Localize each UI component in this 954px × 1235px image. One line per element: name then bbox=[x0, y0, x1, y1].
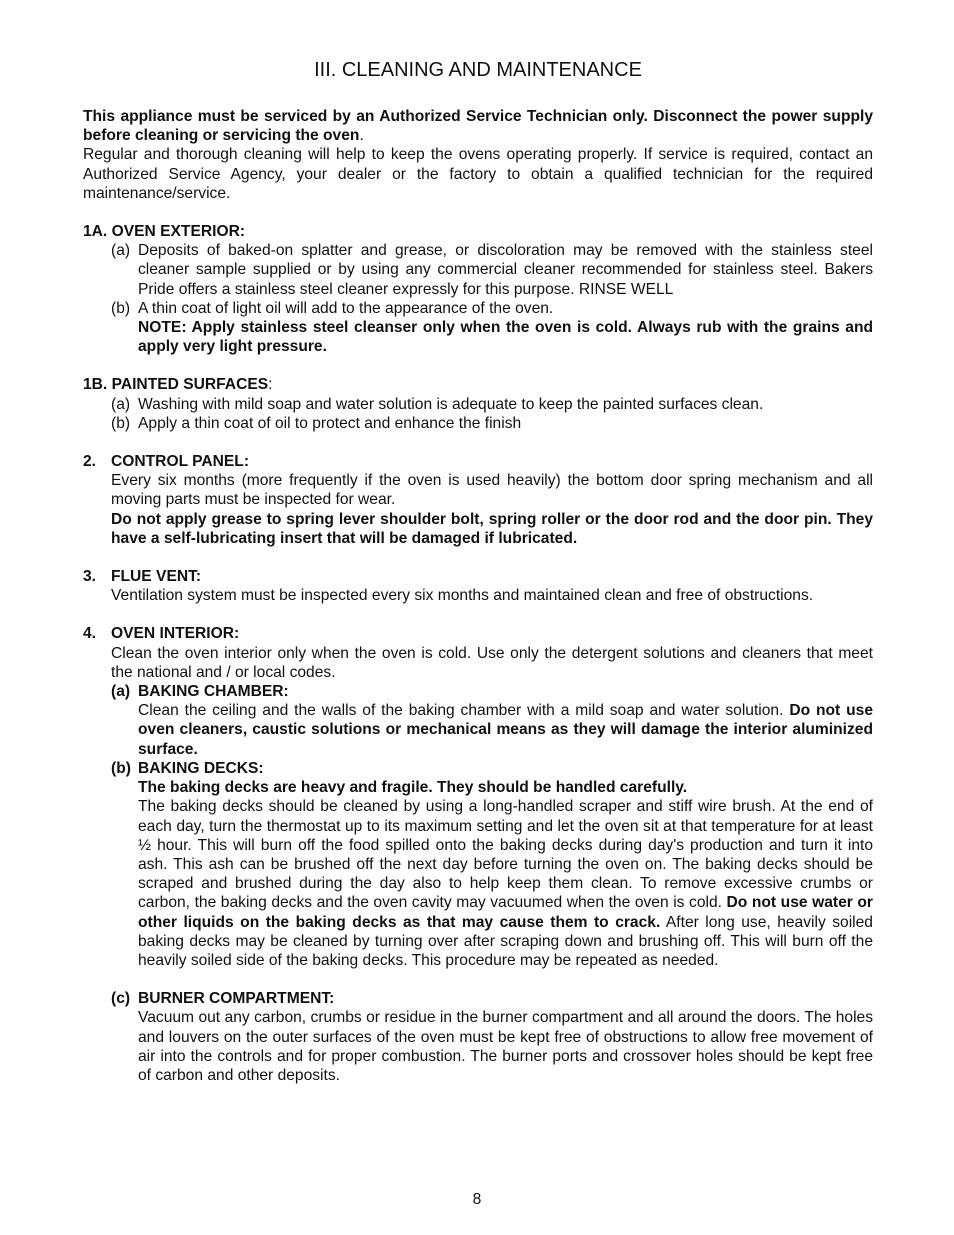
section-3-text: Ventilation system must be inspected every six months and maintained clean and free of obstructions. bbox=[111, 587, 814, 605]
service-warning: This appliance must be serviced by an Authorized Service Technician only. Disconnect the power supply before cleaning or servicing the oven bbox=[83, 108, 873, 145]
subsection-b-heading bbox=[83, 759, 873, 778]
item-label: (a) bbox=[111, 395, 131, 413]
page-number: 8 bbox=[472, 1191, 482, 1208]
section-2-text: Every six months (more frequently if the oven is used heavily) the bottom door spring mechanism and all moving parts must be inspected for wear. bbox=[111, 472, 873, 509]
item-text: Washing with mild soap and water solution is adequate to keep the painted surfaces clean. bbox=[138, 395, 764, 413]
section-1b-heading bbox=[83, 375, 873, 394]
section-3-heading bbox=[83, 567, 873, 586]
page-title: III. CLEANING AND MAINTENANCE bbox=[314, 59, 642, 81]
baking-decks-text: The baking decks should be cleaned by using a long-handled scraper and stiff wire brush. At the end of each day, turn the thermostat up to its maximum setting and let the oven sit at that temperature for at least ½ hour. This will burn off the food spilled onto the baking decks during day's production and turn it into ash. This ash can be brushed off the next day before turning the oven on. The baking decks should be scraped and brushed during the day also to help keep them clean. To remove excessive crumbs or carbon, the baking decks and the oven cavity may vacuumed when the oven is cold. bbox=[138, 798, 873, 912]
section-1a-item-b bbox=[83, 299, 873, 357]
item-text: Deposits of baked-on splatter and grease, or discoloration may be removed with the stainless steel cleaner sample supplied or by using any commercial cleaner recommended for stainless steel. Bakers Pride offers a stainless steel cleaner expressly for this purpose. RINSE WELL bbox=[138, 242, 873, 298]
subsection-b-title: BAKING DECKS: bbox=[138, 759, 264, 777]
subsection-label: (b) bbox=[111, 759, 131, 777]
baking-decks-water-warning: Do not use water or other liquids on the baking decks as that may cause them to crack. bbox=[138, 894, 874, 931]
stainless-note: NOTE: Apply stainless steel cleanser only when the oven is cold. Always rub with the grains and apply very light pressure. bbox=[138, 319, 873, 356]
section-number: 4. bbox=[83, 625, 97, 643]
subsection-c-text: Vacuum out any carbon, crumbs or residue in the burner compartment and all around the doors. The holes and louvers on the outer surfaces of the oven must be kept free of obstructions to allow free movement of air into the controls and for proper combustion. The burner ports and crossover holes should be kept free of carbon and other deposits. bbox=[138, 1009, 873, 1084]
section-1b-item-b bbox=[83, 414, 873, 433]
section-1a-heading bbox=[83, 222, 873, 241]
item-text bbox=[138, 299, 873, 357]
subsection-label: (a) bbox=[111, 683, 131, 701]
section-1a-item-a bbox=[83, 241, 873, 299]
baking-chamber-warning: Do not use oven cleaners, caustic solutions or mechanical means as they will damage the interior aluminized surface. bbox=[138, 702, 873, 758]
section-4-title: OVEN INTERIOR: bbox=[111, 625, 240, 643]
intro-paragraph bbox=[83, 107, 873, 145]
baking-decks-handling-warning: The baking decks are heavy and fragile. They should be handled carefully. bbox=[138, 779, 688, 797]
item-text: Apply a thin coat of oil to protect and enhance the finish bbox=[138, 414, 522, 432]
section-1b-colon: : bbox=[268, 376, 273, 394]
item-label: (b) bbox=[111, 299, 131, 317]
baking-decks-text-continued: After long use, heavily soiled baking decks may be cleaned by turning over after scraping down and brushing off. This will burn off the heavily soiled side of the baking decks. This procedure may be repeated as needed. bbox=[138, 913, 873, 969]
item-label: (a) bbox=[111, 242, 131, 260]
intro-text: Regular and thorough cleaning will help to keep the ovens operating properly. If service is required, contact an Authorized Service Agency, your dealer or the factory to obtain a qualified technician for the required maintenance/service. bbox=[83, 146, 873, 202]
subsection-c-title: BURNER COMPARTMENT: bbox=[138, 990, 335, 1008]
section-1b-item-a bbox=[83, 395, 873, 414]
section-1a-title: 1A. OVEN EXTERIOR: bbox=[83, 223, 246, 241]
service-warning-period: . bbox=[359, 127, 364, 145]
baking-chamber-text: Clean the ceiling and the walls of the baking chamber with a mild soap and water solution. bbox=[138, 702, 790, 720]
subsection-a-text bbox=[83, 701, 873, 759]
subsection-b-text bbox=[83, 797, 873, 970]
section-number: 2. bbox=[83, 453, 97, 471]
manual-page bbox=[83, 58, 873, 1085]
section-4-text: Clean the oven interior only when the oven is cold. Use only the detergent solutions and cleaners that meet the national and / or local codes. bbox=[111, 644, 873, 681]
section-2-title: CONTROL PANEL: bbox=[111, 453, 250, 471]
subsection-label: (c) bbox=[111, 990, 131, 1008]
section-4-heading bbox=[83, 624, 873, 643]
section-2-warning: Do not apply grease to spring lever shoulder bolt, spring roller or the door rod and the door pin. They have a self-lubricating insert that will be damaged if lubricated. bbox=[111, 510, 873, 547]
section-1b-title: 1B. PAINTED SURFACES bbox=[83, 376, 269, 394]
subsection-a-title: BAKING CHAMBER: bbox=[138, 683, 289, 701]
item-b-text: A thin coat of light oil will add to the appearance of the oven. bbox=[138, 299, 554, 317]
subsection-a-heading bbox=[83, 682, 873, 701]
section-number: 3. bbox=[83, 568, 97, 586]
item-label: (b) bbox=[111, 414, 131, 432]
subsection-c-heading bbox=[83, 989, 873, 1008]
section-3-title: FLUE VENT: bbox=[111, 568, 202, 586]
section-2-heading bbox=[83, 452, 873, 471]
